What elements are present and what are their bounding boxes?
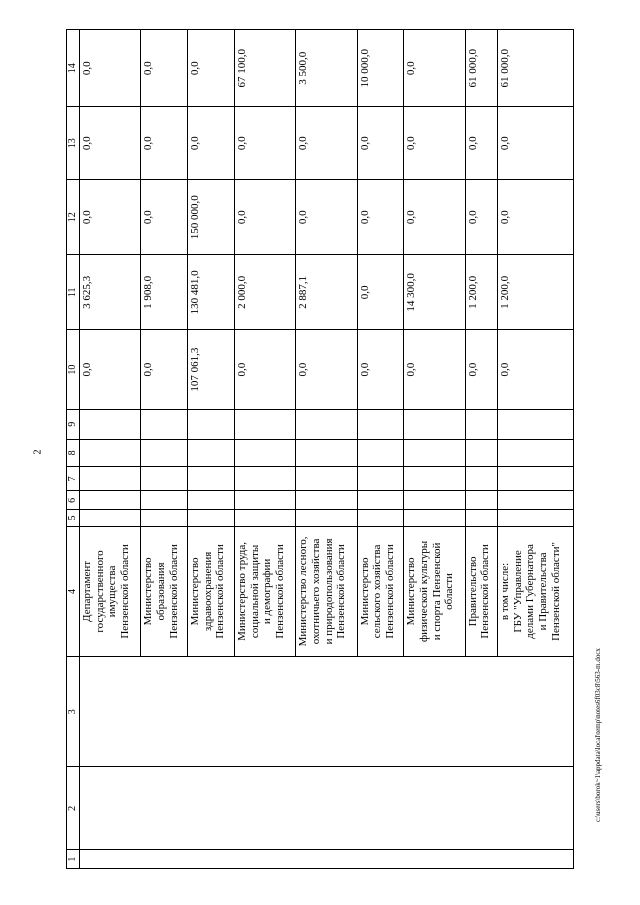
- cell-empty: [188, 491, 235, 510]
- column-number: 13: [67, 107, 80, 180]
- value-col13: 0,0: [80, 107, 141, 180]
- column-number: 11: [67, 255, 80, 330]
- org-name-line: государственного: [93, 550, 106, 633]
- value-col14: 0,0: [188, 30, 235, 107]
- column-number: 10: [67, 330, 80, 409]
- cell-empty: [357, 510, 404, 527]
- page-number: 2: [32, 449, 44, 455]
- org-name-line: Департамент: [81, 560, 93, 622]
- value-col11: 2 887,1: [296, 255, 357, 330]
- org-name-line: и Правительства: [537, 552, 550, 631]
- org-name: [498, 526, 574, 656]
- org-name: [465, 526, 497, 656]
- value-col11: 1 200,0: [465, 255, 497, 330]
- cell-empty: [465, 439, 497, 467]
- org-name-line: Пензенской области": [549, 541, 562, 641]
- value-col14: 0,0: [404, 30, 465, 107]
- value-col13: 0,0: [296, 107, 357, 180]
- cell-empty: [404, 491, 465, 510]
- cell-empty: [141, 510, 188, 527]
- org-name: [404, 526, 465, 656]
- org-name-line: образования: [154, 562, 167, 621]
- org-name-line: Министерство: [358, 557, 371, 626]
- value-col13: 0,0: [498, 107, 574, 180]
- file-path-footer: c:\users\borok~1\appdata\local\temp\notes6f03c8\563-m.docx: [594, 648, 602, 822]
- cell-empty: [357, 467, 404, 491]
- value-col11: 14 300,0: [404, 255, 465, 330]
- column-number: 5: [67, 510, 80, 527]
- budget-table: [66, 29, 574, 869]
- cell-empty: [141, 467, 188, 491]
- value-col12: 0,0: [357, 180, 404, 255]
- cell-empty: [235, 510, 296, 527]
- cell-empty: [404, 510, 465, 527]
- org-name-line: сельского хозяйства: [371, 544, 384, 639]
- column-number: 9: [67, 409, 80, 439]
- column-number: 4: [67, 526, 80, 656]
- cell-empty: [188, 510, 235, 527]
- column-number: 2: [67, 767, 80, 850]
- org-name: [235, 526, 296, 656]
- value-col12: 0,0: [141, 180, 188, 255]
- cell-empty: [188, 409, 235, 439]
- cell-empty: [296, 409, 357, 439]
- org-name: [188, 526, 235, 656]
- value-col12: 0,0: [465, 180, 497, 255]
- budget-table-rotated: [66, 29, 574, 869]
- cell-empty: [80, 767, 574, 850]
- org-name-line: Правительство: [466, 556, 479, 627]
- value-col10: 0,0: [404, 330, 465, 409]
- value-col11: 3 625,3: [80, 255, 141, 330]
- value-col14: 61 000,0: [498, 30, 574, 107]
- column-number: 8: [67, 439, 80, 467]
- org-name: [80, 526, 141, 656]
- value-col14: 0,0: [141, 30, 188, 107]
- cell-empty: [296, 510, 357, 527]
- value-col10: 0,0: [80, 330, 141, 409]
- org-name-line: и демографии: [261, 558, 274, 625]
- cell-empty: [235, 439, 296, 467]
- cell-empty: [141, 409, 188, 439]
- cell-empty: [498, 467, 574, 491]
- value-col12: 0,0: [296, 180, 357, 255]
- org-name-line: Пензенской области: [479, 544, 492, 639]
- value-col10: 107 061,3: [188, 330, 235, 409]
- cell-empty: [357, 491, 404, 510]
- value-col10: 0,0: [235, 330, 296, 409]
- cell-empty: [80, 439, 141, 467]
- value-col14: 10 000,0: [357, 30, 404, 107]
- column-number: 7: [67, 467, 80, 491]
- cell-empty: [141, 439, 188, 467]
- cell-empty: [235, 409, 296, 439]
- org-name-line: Министерство труда,: [236, 541, 248, 641]
- cell-empty: [498, 510, 574, 527]
- value-col14: 0,0: [80, 30, 141, 107]
- value-col12: 0,0: [80, 180, 141, 255]
- org-name-line: социальной защиты: [248, 544, 261, 639]
- org-name-line: здравоохранения: [201, 551, 214, 632]
- cell-empty: [498, 491, 574, 510]
- table-row: [80, 30, 141, 869]
- value-col13: 0,0: [141, 107, 188, 180]
- cell-empty: [80, 409, 141, 439]
- org-name-line: ГБУ "Управление: [511, 550, 524, 633]
- org-name-line: Пензенской области: [335, 544, 348, 639]
- column-number: 1: [67, 850, 80, 869]
- cell-empty: [465, 409, 497, 439]
- cell-empty: [235, 491, 296, 510]
- value-col13: 0,0: [357, 107, 404, 180]
- org-name-line: и природопользования: [322, 538, 335, 645]
- cell-empty: [80, 850, 574, 869]
- value-col14: 61 000,0: [465, 30, 497, 107]
- value-col11: 0,0: [357, 255, 404, 330]
- org-name-line: и спорта Пензенской: [430, 542, 443, 641]
- column-number: 3: [67, 657, 80, 767]
- value-col13: 0,0: [404, 107, 465, 180]
- value-col10: 0,0: [465, 330, 497, 409]
- cell-empty: [80, 491, 141, 510]
- cell-empty: [188, 467, 235, 491]
- cell-empty: [404, 439, 465, 467]
- cell-empty: [465, 467, 497, 491]
- cell-empty: [80, 510, 141, 527]
- cell-empty: [296, 439, 357, 467]
- cell-empty: [465, 491, 497, 510]
- org-name-line: Пензенской области: [118, 544, 131, 639]
- org-name-line: Министерство: [405, 557, 418, 626]
- value-col12: 0,0: [404, 180, 465, 255]
- org-name: [141, 526, 188, 656]
- column-number: 12: [67, 180, 80, 255]
- org-name-line: в том числе:: [499, 562, 512, 621]
- org-name-line: охотничьего хозяйства: [309, 538, 322, 645]
- value-col10: 0,0: [357, 330, 404, 409]
- org-name-line: делами Губернатора: [524, 544, 537, 639]
- value-col13: 0,0: [465, 107, 497, 180]
- org-name-line: области: [443, 573, 456, 610]
- value-col13: 0,0: [188, 107, 235, 180]
- org-name-line: Пензенской области: [383, 544, 396, 639]
- value-col12: 150 000,0: [188, 180, 235, 255]
- value-col10: 0,0: [141, 330, 188, 409]
- cell-empty: [235, 467, 296, 491]
- cell-empty: [141, 491, 188, 510]
- org-name-line: Министерство: [189, 557, 202, 626]
- cell-empty: [296, 491, 357, 510]
- org-name: [296, 526, 357, 656]
- value-col10: 0,0: [296, 330, 357, 409]
- cell-empty: [296, 467, 357, 491]
- cell-empty: [404, 467, 465, 491]
- column-number: 6: [67, 491, 80, 510]
- value-col14: 3 500,0: [296, 30, 357, 107]
- org-name-line: имущества: [106, 565, 119, 618]
- value-col12: 0,0: [235, 180, 296, 255]
- cell-empty: [80, 467, 141, 491]
- cell-empty: [80, 657, 574, 767]
- value-col11: 1 908,0: [141, 255, 188, 330]
- value-col11: 1 200,0: [498, 255, 574, 330]
- org-name-line: Пензенской области: [167, 544, 180, 639]
- cell-empty: [357, 439, 404, 467]
- value-col13: 0,0: [235, 107, 296, 180]
- org-name-line: Министерство: [142, 557, 155, 626]
- value-col11: 130 481,0: [188, 255, 235, 330]
- org-name-line: Пензенской области: [273, 544, 286, 639]
- cell-empty: [498, 409, 574, 439]
- cell-empty: [404, 409, 465, 439]
- value-col10: 0,0: [498, 330, 574, 409]
- cell-empty: [188, 439, 235, 467]
- cell-empty: [498, 439, 574, 467]
- value-col12: 0,0: [498, 180, 574, 255]
- cell-empty: [465, 510, 497, 527]
- column-number: 14: [67, 30, 80, 107]
- org-name-line: Министерство лесного,: [297, 536, 310, 647]
- org-name-line: физической культуры: [418, 540, 431, 642]
- column-number-row: [67, 30, 80, 869]
- cell-empty: [357, 409, 404, 439]
- org-name-line: Пензенской области: [214, 544, 227, 639]
- org-name: [357, 526, 404, 656]
- value-col14: 67 100,0: [235, 30, 296, 107]
- value-col11: 2 000,0: [235, 255, 296, 330]
